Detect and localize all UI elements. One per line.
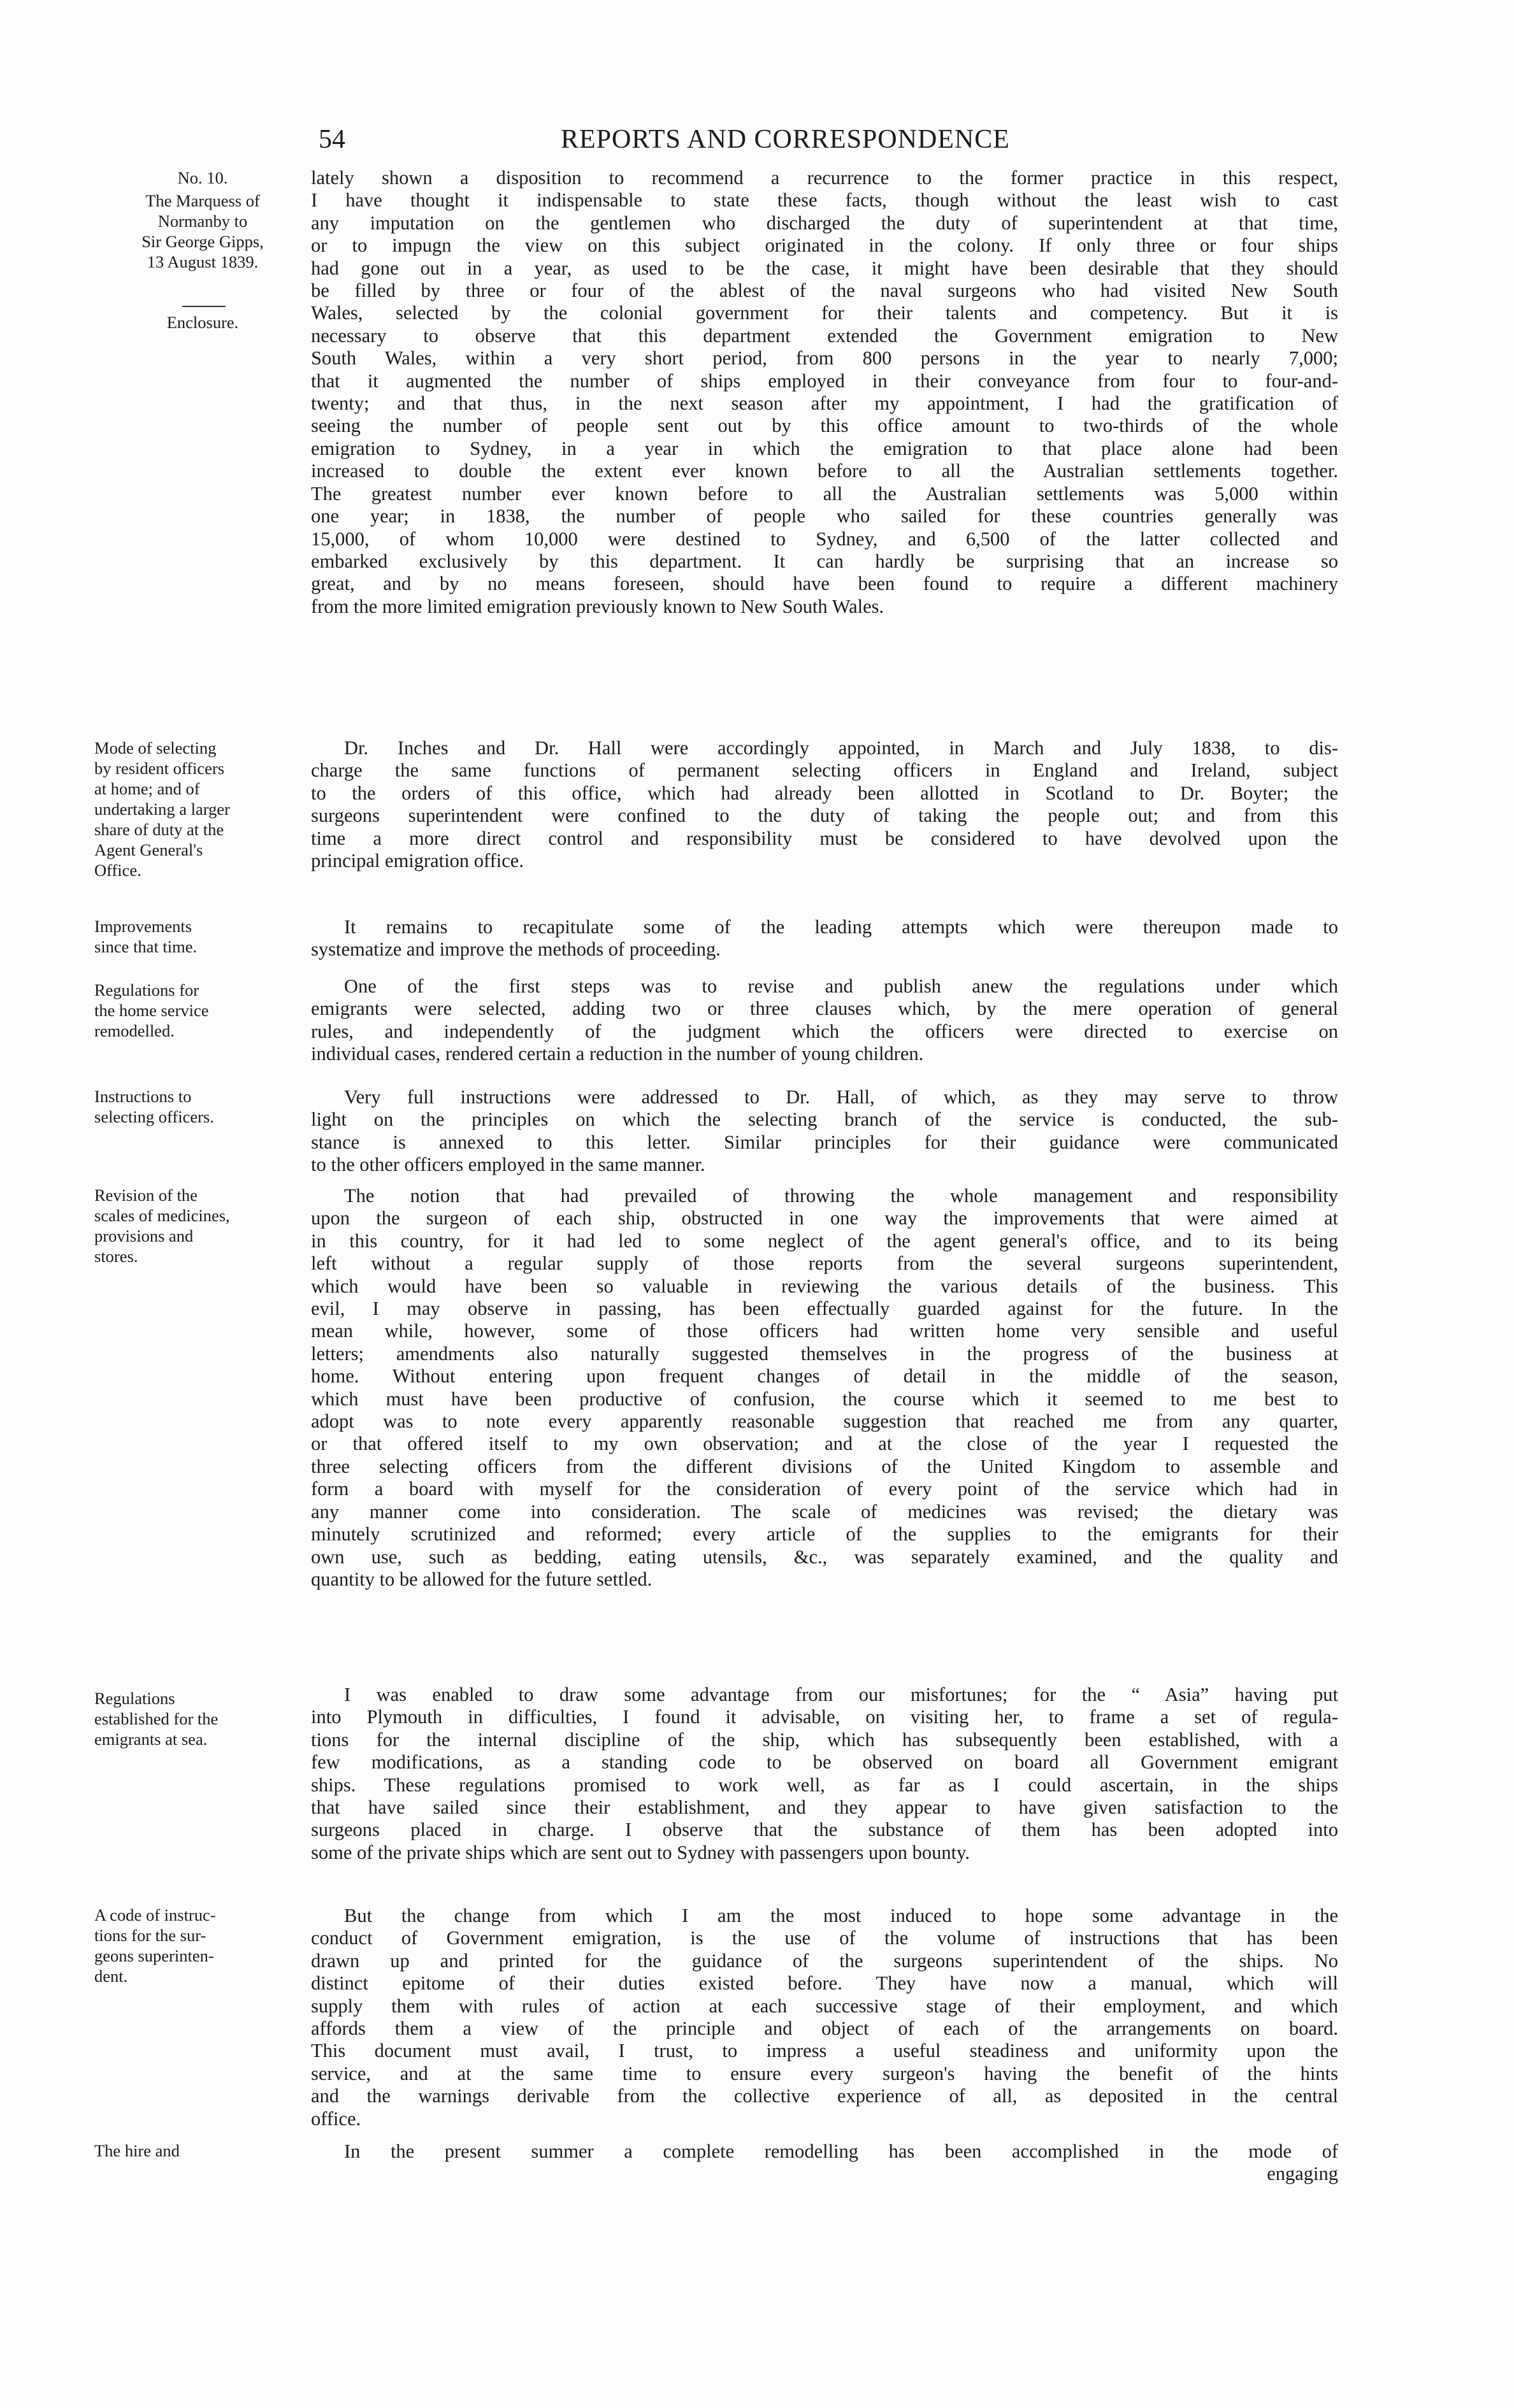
paragraph-9: In the present summer a complete remodelling has been accomplished in the mode of engaging [311,2140,1338,2186]
paragraph-1: lately shown a disposition to recommend a recurrence to the former practice in this respect, I have thought it indispensable to state these facts, though without the least wish to cast any imputation on the gentlemen who discharged the duty of superintendent at that time, or to impugn the view on this subject originated in the colony. If only three or four ships had gone out in a year, as used to be the case, it might have been desirable that they should be filled by three or four of the ablest of the naval surgeons who had visited New South Wales, selected by the colonial government for their talents and competency. But it is necessary to observe that this department extended the Government emigration to New South Wales, within a very short period, from 800 persons in the year to nearly 7,000; that it augmented the number of ships employed in their conveyance from four to four-and- twenty; and that thus, in the next season after my appointment, I had the gratification of seeing the number of people sent out by this office amount to two-thirds of the whole emigration to Sydney, in a year in which the emigration to that place alone had been increased to double the extent ever known before to all the Australian settlements together. The greatest number ever known before to all the Australian settlements was 5,000 within one year; in 1838, the number of people who sailed for these countries generally was 15,000, of whom 10,000 were destined to Sydney, and 6,500 of the latter collected and embarked exclusively by this department. It can hardly be surprising that an increase so great, and by no means foreseen, should have been found to require a different machinery from the more limited emigration previously known to New South Wales. [311,167,1338,617]
page-number: 54 [319,125,345,154]
margin-note-improvements: Improvements since that time. [94,917,198,956]
margin-note-hire: The hire and [94,2141,180,2160]
margin-note-regulations-sea: Regulations established for the emigrants at sea. [94,1689,219,1749]
catchword: engaging [1267,2163,1338,2185]
paragraph-5: Very full instructions were addressed to Dr. Hall, of which, as they may serve to throw light on the principles on which the selecting branch of the service is conducted, the sub- stance is annexed to this letter. Similar principles for their guidance were communicated to the other officers employed in the same manner. [311,1086,1338,1176]
margin-divider [182,306,226,307]
paragraph-3: It remains to recapitulate some of the leading attempts which were thereupon made to systematize and improve the methods of proceeding. [311,916,1338,961]
running-title: REPORTS AND CORRESPONDENCE [561,125,1010,154]
paragraph-7: I was enabled to draw some advantage from our misfortunes; for the “ Asia” having put into Plymouth in difficulties, I found it advisable, on visiting her, to frame a set of regula- tions for the internal discipline of the ship, which has subsequently been established, with a few modifications, as a standing code to be observed on board all Government emigrant ships. These regulations promised to work well, as far as I could ascertain, in the ships that have sailed since their establishment, and they appear to have given satisfaction to the surgeons placed in charge. I observe that the substance of them has been adopted into some of the private ships which are sent out to Sydney with passengers upon bounty. [311,1684,1338,1863]
paragraph-6: The notion that had prevailed of throwing the whole management and responsibility upon the surgeon of each ship, obstructed in one way the improvements that were aimed at in this country, for it had led to some neglect of the agent general's office, and to its being left without a regular supply of those reports from the several surgeons superintendent, which would have been so valuable in reviewing the various details of the business. This evil, I may observe in passing, has been effectually guarded against for the future. In the mean while, however, some of those officers had written home very sensible and useful letters; amendments also naturally suggested themselves in the progress of the business at home. Without entering upon frequent changes of detail in the middle of the season, which must have been productive of confusion, the course which it seemed to me best to adopt was to note every apparently reasonable suggestion that reached me from any quarter, or that offered itself to my own observation; and at the close of the year I requested the three selecting officers from the different divisions of the United Kingdom to assemble and form a board with myself for the consideration of every point of the service which had in any manner come into consideration. The scale of medicines was revised; the dietary was minutely scrutinized and reformed; every article of the supplies to the emigrants for their own use, such as bedding, eating utensils, &c., was separately examined, and the quality and quantity to be allowed for the future settled. [311,1185,1338,1590]
doc-number: No. 10. [177,168,228,187]
margin-note-instructions: Instructions to selecting officers. [94,1087,214,1126]
paragraph-8: But the change from which I am the most induced to hope some advantage in the conduct of Government emigration, is the use of the volume of instructions that has been drawn up and printed for the guidance of the surgeons superintendent of the ships. No distinct epitome of their duties existed before. They have now a manual, which will supply them with rules of action at each successive stage of their employment, and which affords them a view of the principle and object of each of the arrangements on board. This document must avail, I trust, to impress a useful steadiness and uniformity upon the service, and at the same time to ensure every surgeon's having the benefit of the hints and the warnings derivable from the collective experience of all, as deposited in the central office. [311,1905,1338,2130]
margin-note-regulations-home: Regulations for the home service remodelled. [94,980,209,1040]
paragraph-4: One of the first steps was to revise and publish anew the regulations under which emigrants were selected, adding two or three clauses which, by the mere operation of general rules, and independently of the judgment which the officers were directed to exercise on individual cases, rendered certain a reduction in the number of young children. [311,975,1338,1065]
margin-enclosure: Enclosure. [166,313,239,332]
margin-doc-number [94,168,311,188]
margin-note-code: A code of instruc- tions for the sur- geons superinten- dent. [94,1905,216,1986]
margin-note-revision: Revision of the scales of medicines, provisions and stores. [94,1186,230,1266]
paragraph-2: Dr. Inches and Dr. Hall were accordingly appointed, in March and July 1838, to dis- charge the same functions of permanent selecting officers in England and Ireland, subject to the orders of this office, which had already been allotted in Scotland to Dr. Boyter; the surgeons superintendent were confined to the duty of taking the people out; and from this time a more direct control and responsibility must be considered to have devolved upon the principal emigration office. [311,737,1338,872]
margin-from-to: The Marquess of Normanby to Sir George Gipps, 13 August 1839. [141,191,264,271]
margin-note-mode-of-selecting: Mode of selecting by resident officers at home; and of undertaking a larger share of duty at the Agent General's Office. [94,738,230,880]
